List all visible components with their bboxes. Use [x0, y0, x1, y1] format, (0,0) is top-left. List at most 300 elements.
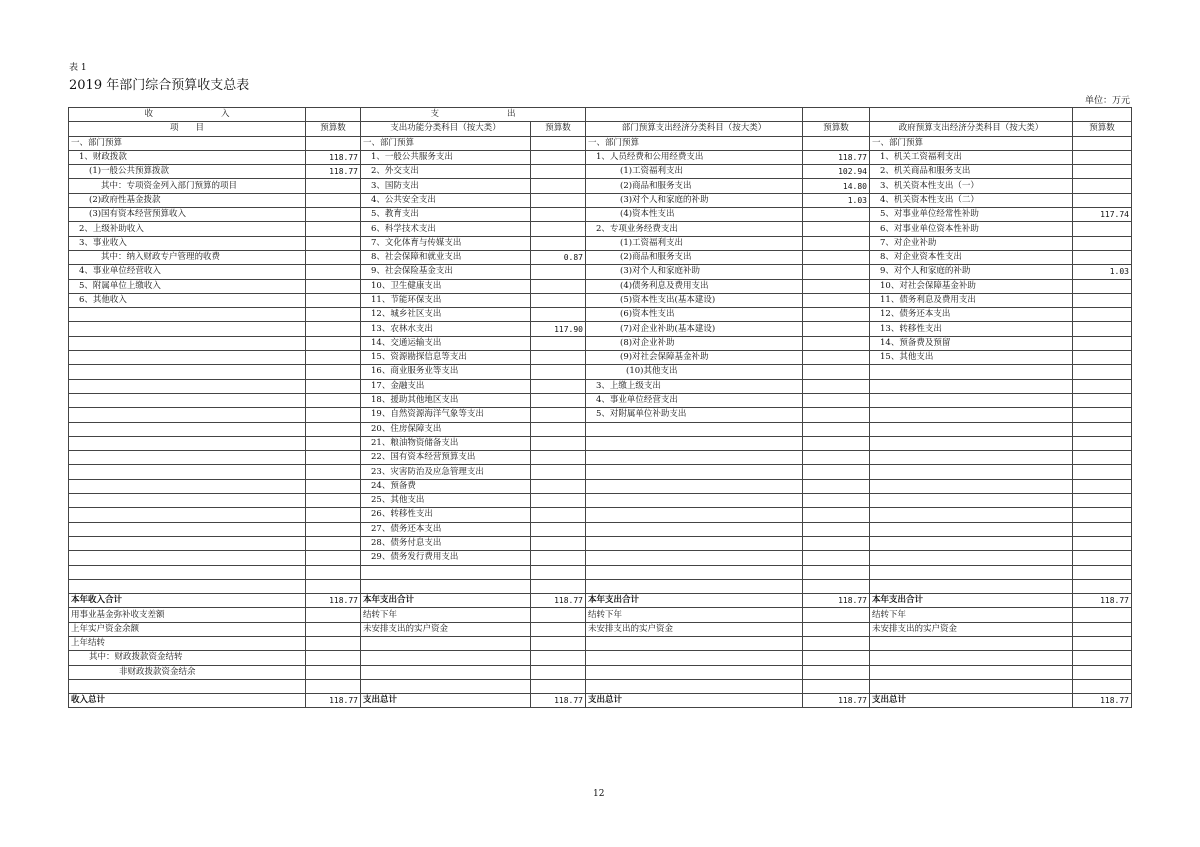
item-label-cell: 12、城乡社区支出: [361, 308, 531, 322]
budget-amount-cell: [306, 651, 361, 665]
budget-amount-cell: [803, 408, 870, 422]
budget-amount-cell: [1073, 236, 1132, 250]
budget-amount-cell: [531, 551, 586, 565]
budget-amount-cell: [531, 665, 586, 679]
table-row: [69, 265, 1132, 279]
budget-amount-cell: [531, 193, 586, 207]
budget-amount-cell: [803, 522, 870, 536]
item-label-cell: 本年支出合计: [361, 594, 531, 608]
table-row: [69, 365, 1132, 379]
item-label-cell: [870, 479, 1073, 493]
budget-amount-cell: [803, 665, 870, 679]
item-label-cell: [870, 508, 1073, 522]
budget-amount-cell: [1073, 551, 1132, 565]
table-row: [69, 322, 1132, 336]
item-label-cell: [69, 379, 306, 393]
item-label-cell: 1、一般公共服务支出: [361, 150, 531, 164]
budget-amount-cell: [531, 422, 586, 436]
item-label-cell: 1、财政拨款: [69, 150, 306, 164]
item-label-cell: [69, 451, 306, 465]
item-label-cell: [361, 679, 531, 693]
item-label-cell: 其中：纳入财政专户管理的收费: [69, 250, 306, 264]
item-label-cell: 11、节能环保支出: [361, 293, 531, 307]
item-label-cell: 本年支出合计: [586, 594, 803, 608]
item-label-cell: [361, 636, 531, 650]
item-label-cell: [586, 679, 803, 693]
table-row: [69, 308, 1132, 322]
table-row: [69, 179, 1132, 193]
budget-amount-cell: [306, 279, 361, 293]
budget-amount-cell: [803, 322, 870, 336]
item-label-cell: [586, 579, 803, 593]
item-label-cell: 2、专项业务经费支出: [586, 222, 803, 236]
budget-amount-cell: [1073, 522, 1132, 536]
item-label-cell: [870, 522, 1073, 536]
budget-amount-cell: [306, 136, 361, 150]
item-label-cell: 1、人员经费和公用经费支出: [586, 150, 803, 164]
budget-amount-cell: [306, 322, 361, 336]
budget-amount-cell: [803, 365, 870, 379]
budget-amount-cell: [803, 236, 870, 250]
expense-header: 支 出: [361, 108, 586, 122]
item-label-cell: (9)对社会保障基金补助: [586, 351, 803, 365]
page-title: 2019 年部门综合预算收支总表: [69, 78, 250, 93]
budget-amount-cell: [531, 336, 586, 350]
item-label-cell: (2)政府性基金拨款: [69, 193, 306, 207]
dept-economic-header: 部门预算支出经济分类科目（按大类）: [586, 122, 803, 136]
table-row: [69, 622, 1132, 636]
budget-amount-cell: [531, 579, 586, 593]
budget-amount-cell: [531, 479, 586, 493]
item-header: 项 目: [69, 122, 306, 136]
budget-amount-cell: [1073, 465, 1132, 479]
item-label-cell: [69, 322, 306, 336]
item-label-cell: 26、转移性支出: [361, 508, 531, 522]
budget-amount-cell: [306, 494, 361, 508]
table-row: [69, 393, 1132, 407]
budget-amount-cell: [1073, 565, 1132, 579]
item-label-cell: [69, 579, 306, 593]
item-label-cell: 2、上级补助收入: [69, 222, 306, 236]
budget-amount-cell: [306, 336, 361, 350]
budget-amount-cell: [531, 451, 586, 465]
budget-amount-cell: [1073, 408, 1132, 422]
budget-amount-cell: [1073, 436, 1132, 450]
item-label-cell: [69, 393, 306, 407]
budget-amount-cell: 118.77: [531, 694, 586, 708]
table-row: [69, 422, 1132, 436]
item-label-cell: 用事业基金弥补收支差额: [69, 608, 306, 622]
budget-amount-cell: [803, 551, 870, 565]
item-label-cell: 27、债务还本支出: [361, 522, 531, 536]
table-row: [69, 136, 1132, 150]
budget-amount-cell: [1073, 365, 1132, 379]
budget-amount-cell: [531, 536, 586, 550]
budget-amount-cell: [306, 351, 361, 365]
item-label-cell: 3、事业收入: [69, 236, 306, 250]
item-label-cell: [586, 451, 803, 465]
budget-amount-cell: [1073, 651, 1132, 665]
item-label-cell: [870, 636, 1073, 650]
functional-header: 支出功能分类科目（按大类）: [361, 122, 531, 136]
budget-amount-cell: [306, 293, 361, 307]
table-row: [69, 436, 1132, 450]
budget-amount-cell: 118.77: [306, 150, 361, 164]
item-label-cell: [586, 465, 803, 479]
table-row: [69, 508, 1132, 522]
table-row: [69, 193, 1132, 207]
budget-amount-cell: [1073, 508, 1132, 522]
budget-amount-cell: [531, 565, 586, 579]
budget-amount-cell: [1073, 351, 1132, 365]
budget-amount-cell: [306, 579, 361, 593]
budget-amount-cell: [1073, 293, 1132, 307]
header-blank-cell: [870, 108, 1073, 122]
budget-amount-cell: [803, 536, 870, 550]
item-label-cell: [69, 436, 306, 450]
item-label-cell: 10、对社会保障基金补助: [870, 279, 1073, 293]
item-label-cell: 其中：专项资金列入部门预算的项目: [69, 179, 306, 193]
budget-amount-cell: [1073, 308, 1132, 322]
item-label-cell: (7)对企业补助(基本建设): [586, 322, 803, 336]
item-label-cell: 9、对个人和家庭的补助: [870, 265, 1073, 279]
item-label-cell: 9、社会保险基金支出: [361, 265, 531, 279]
budget-amount-cell: [531, 408, 586, 422]
budget-amount-cell: [531, 293, 586, 307]
item-label-cell: [586, 636, 803, 650]
budget-amount-cell: [803, 293, 870, 307]
item-label-cell: 23、灾害防治及应急管理支出: [361, 465, 531, 479]
header-row-2: [69, 122, 1132, 136]
budget-amount-cell: [306, 436, 361, 450]
item-label-cell: (1)工资福利支出: [586, 236, 803, 250]
budget-amount-cell: [306, 536, 361, 550]
budget-amount-cell: [1073, 479, 1132, 493]
item-label-cell: 一、部门预算: [69, 136, 306, 150]
item-label-cell: [361, 579, 531, 593]
budget-amount-cell: [306, 665, 361, 679]
table-row: [69, 279, 1132, 293]
item-label-cell: [586, 436, 803, 450]
budget-amount-cell: [1073, 322, 1132, 336]
item-label-cell: 14、预备费及预留: [870, 336, 1073, 350]
item-label-cell: 21、粮油物资储备支出: [361, 436, 531, 450]
item-label-cell: (6)资本性支出: [586, 308, 803, 322]
item-label-cell: [586, 536, 803, 550]
table-row: [69, 694, 1132, 708]
table-row: [69, 651, 1132, 665]
table-row: [69, 479, 1132, 493]
item-label-cell: [586, 565, 803, 579]
item-label-cell: 5、附属单位上缴收入: [69, 279, 306, 293]
budget-amount-cell: 1.03: [1073, 265, 1132, 279]
item-label-cell: 12、债务还本支出: [870, 308, 1073, 322]
item-label-cell: [870, 422, 1073, 436]
header-row-1: [69, 108, 1132, 122]
item-label-cell: [69, 408, 306, 422]
budget-amount-cell: 118.77: [803, 150, 870, 164]
budget-amount-cell: [531, 179, 586, 193]
budget-amount-cell: [803, 393, 870, 407]
budget-amount-cell: [306, 465, 361, 479]
item-label-cell: [69, 365, 306, 379]
budget-amount-cell: [306, 622, 361, 636]
item-label-cell: 其中：财政拨款资金结转: [69, 651, 306, 665]
budget-amount-cell: [531, 679, 586, 693]
budget-header: 预算数: [803, 122, 870, 136]
budget-amount-cell: [306, 565, 361, 579]
budget-amount-cell: [803, 208, 870, 222]
item-label-cell: [870, 465, 1073, 479]
table-row: [69, 679, 1132, 693]
budget-amount-cell: [1073, 536, 1132, 550]
item-label-cell: [69, 479, 306, 493]
table-row: [69, 565, 1132, 579]
table-row: [69, 494, 1132, 508]
item-label-cell: [870, 436, 1073, 450]
budget-summary-table: [68, 107, 1132, 708]
table-row: [69, 165, 1132, 179]
budget-amount-cell: [531, 351, 586, 365]
item-label-cell: [870, 379, 1073, 393]
item-label-cell: 结转下年: [586, 608, 803, 622]
item-label-cell: 未安排支出的实户资金: [361, 622, 531, 636]
budget-amount-cell: [531, 494, 586, 508]
item-label-cell: 一、部门预算: [586, 136, 803, 150]
item-label-cell: 13、农林水支出: [361, 322, 531, 336]
item-label-cell: 13、转移性支出: [870, 322, 1073, 336]
item-label-cell: (10)其他支出: [586, 365, 803, 379]
item-label-cell: (3)国有资本经营预算收入: [69, 208, 306, 222]
budget-amount-cell: [306, 250, 361, 264]
budget-amount-cell: [531, 308, 586, 322]
budget-amount-cell: [306, 479, 361, 493]
item-label-cell: 6、对事业单位资本性补助: [870, 222, 1073, 236]
item-label-cell: 7、文化体育与传媒支出: [361, 236, 531, 250]
item-label-cell: [586, 508, 803, 522]
budget-amount-cell: [1073, 494, 1132, 508]
budget-amount-cell: [803, 451, 870, 465]
budget-amount-cell: [306, 551, 361, 565]
table-row: [69, 579, 1132, 593]
item-label-cell: 18、援助其他地区支出: [361, 393, 531, 407]
budget-amount-cell: [306, 422, 361, 436]
item-label-cell: 25、其他支出: [361, 494, 531, 508]
budget-header: 预算数: [1073, 122, 1132, 136]
budget-amount-cell: [306, 636, 361, 650]
item-label-cell: 15、资源勘探信息等支出: [361, 351, 531, 365]
budget-amount-cell: 118.77: [1073, 694, 1132, 708]
budget-amount-cell: 1.03: [803, 193, 870, 207]
budget-amount-cell: [803, 351, 870, 365]
item-label-cell: [69, 351, 306, 365]
item-label-cell: [361, 565, 531, 579]
item-label-cell: (1)工资福利支出: [586, 165, 803, 179]
item-label-cell: 20、住房保障支出: [361, 422, 531, 436]
item-label-cell: 5、教育支出: [361, 208, 531, 222]
item-label-cell: [870, 665, 1073, 679]
item-label-cell: [586, 651, 803, 665]
table-row: [69, 536, 1132, 550]
budget-amount-cell: [531, 208, 586, 222]
item-label-cell: 结转下年: [870, 608, 1073, 622]
item-label-cell: [586, 551, 803, 565]
budget-amount-cell: [306, 508, 361, 522]
budget-amount-cell: [1073, 250, 1132, 264]
item-label-cell: [586, 422, 803, 436]
table-row: [69, 379, 1132, 393]
budget-amount-cell: [1073, 279, 1132, 293]
item-label-cell: 3、国防支出: [361, 179, 531, 193]
item-label-cell: 收入总计: [69, 694, 306, 708]
item-label-cell: 本年收入合计: [69, 594, 306, 608]
budget-amount-cell: [531, 222, 586, 236]
item-label-cell: (3)对个人和家庭的补助: [586, 193, 803, 207]
budget-amount-cell: 117.90: [531, 322, 586, 336]
item-label-cell: 2、机关商品和服务支出: [870, 165, 1073, 179]
budget-amount-cell: [306, 522, 361, 536]
budget-amount-cell: [306, 379, 361, 393]
budget-amount-cell: [531, 279, 586, 293]
budget-amount-cell: [1073, 393, 1132, 407]
item-label-cell: 4、事业单位经营收入: [69, 265, 306, 279]
budget-header: 预算数: [306, 122, 361, 136]
budget-amount-cell: [803, 565, 870, 579]
budget-amount-cell: 118.77: [803, 594, 870, 608]
budget-amount-cell: [803, 250, 870, 264]
item-label-cell: [870, 365, 1073, 379]
item-label-cell: [870, 494, 1073, 508]
item-label-cell: [586, 479, 803, 493]
item-label-cell: [586, 665, 803, 679]
budget-amount-cell: [531, 136, 586, 150]
item-label-cell: [69, 565, 306, 579]
budget-amount-cell: [306, 608, 361, 622]
budget-amount-cell: [306, 236, 361, 250]
budget-amount-cell: 102.94: [803, 165, 870, 179]
budget-amount-cell: [1073, 451, 1132, 465]
table-row: [69, 351, 1132, 365]
budget-amount-cell: [306, 408, 361, 422]
table-row: [69, 465, 1132, 479]
budget-amount-cell: [531, 365, 586, 379]
budget-amount-cell: 118.77: [1073, 594, 1132, 608]
gov-economic-header: 政府预算支出经济分类科目（按大类）: [870, 122, 1073, 136]
budget-amount-cell: [1073, 608, 1132, 622]
item-label-cell: 2、外交支出: [361, 165, 531, 179]
item-label-cell: 支出总计: [586, 694, 803, 708]
table-row: [69, 594, 1132, 608]
budget-amount-cell: [306, 179, 361, 193]
budget-amount-cell: [1073, 665, 1132, 679]
item-label-cell: 5、对附属单位补助支出: [586, 408, 803, 422]
budget-amount-cell: [1073, 193, 1132, 207]
item-label-cell: [361, 651, 531, 665]
item-label-cell: 6、其他收入: [69, 293, 306, 307]
table-row: [69, 636, 1132, 650]
unit-label: 单位：万元: [1085, 96, 1131, 106]
budget-amount-cell: [803, 436, 870, 450]
table-row: [69, 250, 1132, 264]
item-label-cell: 8、对企业资本性支出: [870, 250, 1073, 264]
item-label-cell: (8)对企业补助: [586, 336, 803, 350]
item-label-cell: [69, 551, 306, 565]
table-row: [69, 451, 1132, 465]
item-label-cell: 本年支出合计: [870, 594, 1073, 608]
budget-amount-cell: [1073, 165, 1132, 179]
budget-amount-cell: [306, 193, 361, 207]
budget-amount-cell: [803, 222, 870, 236]
budget-amount-cell: [803, 265, 870, 279]
budget-amount-cell: [531, 636, 586, 650]
item-label-cell: (4)资本性支出: [586, 208, 803, 222]
budget-amount-cell: [306, 365, 361, 379]
item-label-cell: 非财政拨款资金结余: [69, 665, 306, 679]
item-label-cell: [870, 651, 1073, 665]
item-label-cell: 一、部门预算: [361, 136, 531, 150]
budget-amount-cell: [1073, 179, 1132, 193]
budget-amount-cell: 14.80: [803, 179, 870, 193]
page-number: 12: [593, 789, 605, 799]
table-row: [69, 522, 1132, 536]
table-row: [69, 293, 1132, 307]
table-label: 表 1: [69, 63, 87, 73]
item-label-cell: (3)对个人和家庭补助: [586, 265, 803, 279]
item-label-cell: [69, 536, 306, 550]
budget-header: 预算数: [531, 122, 586, 136]
budget-amount-cell: [531, 608, 586, 622]
item-label-cell: 28、债务付息支出: [361, 536, 531, 550]
table-row: [69, 222, 1132, 236]
item-label-cell: [870, 408, 1073, 422]
item-label-cell: [69, 508, 306, 522]
budget-amount-cell: [803, 422, 870, 436]
item-label-cell: 上年结转: [69, 636, 306, 650]
item-label-cell: [870, 565, 1073, 579]
item-label-cell: [870, 451, 1073, 465]
budget-amount-cell: [803, 579, 870, 593]
item-label-cell: 支出总计: [870, 694, 1073, 708]
item-label-cell: [586, 494, 803, 508]
budget-amount-cell: [306, 393, 361, 407]
item-label-cell: 一、部门预算: [870, 136, 1073, 150]
item-label-cell: 支出总计: [361, 694, 531, 708]
budget-amount-cell: 0.87: [531, 250, 586, 264]
item-label-cell: 24、预备费: [361, 479, 531, 493]
header-blank-cell: [803, 108, 870, 122]
budget-amount-cell: [531, 150, 586, 164]
budget-amount-cell: [531, 236, 586, 250]
budget-amount-cell: [803, 636, 870, 650]
item-label-cell: [69, 308, 306, 322]
item-label-cell: 未安排支出的实户资金: [870, 622, 1073, 636]
table-row: [69, 608, 1132, 622]
budget-amount-cell: [803, 651, 870, 665]
budget-amount-cell: [1073, 222, 1132, 236]
budget-amount-cell: 118.77: [531, 594, 586, 608]
budget-amount-cell: [1073, 150, 1132, 164]
table-row: [69, 208, 1132, 222]
budget-amount-cell: [531, 622, 586, 636]
item-label-cell: [870, 393, 1073, 407]
budget-amount-cell: [1073, 422, 1132, 436]
item-label-cell: 上年实户资金余额: [69, 622, 306, 636]
budget-amount-cell: 118.77: [306, 694, 361, 708]
budget-amount-cell: [1073, 679, 1132, 693]
item-label-cell: 4、机关资本性支出（二）: [870, 193, 1073, 207]
income-header: 收 入: [69, 108, 306, 122]
table-row: [69, 551, 1132, 565]
